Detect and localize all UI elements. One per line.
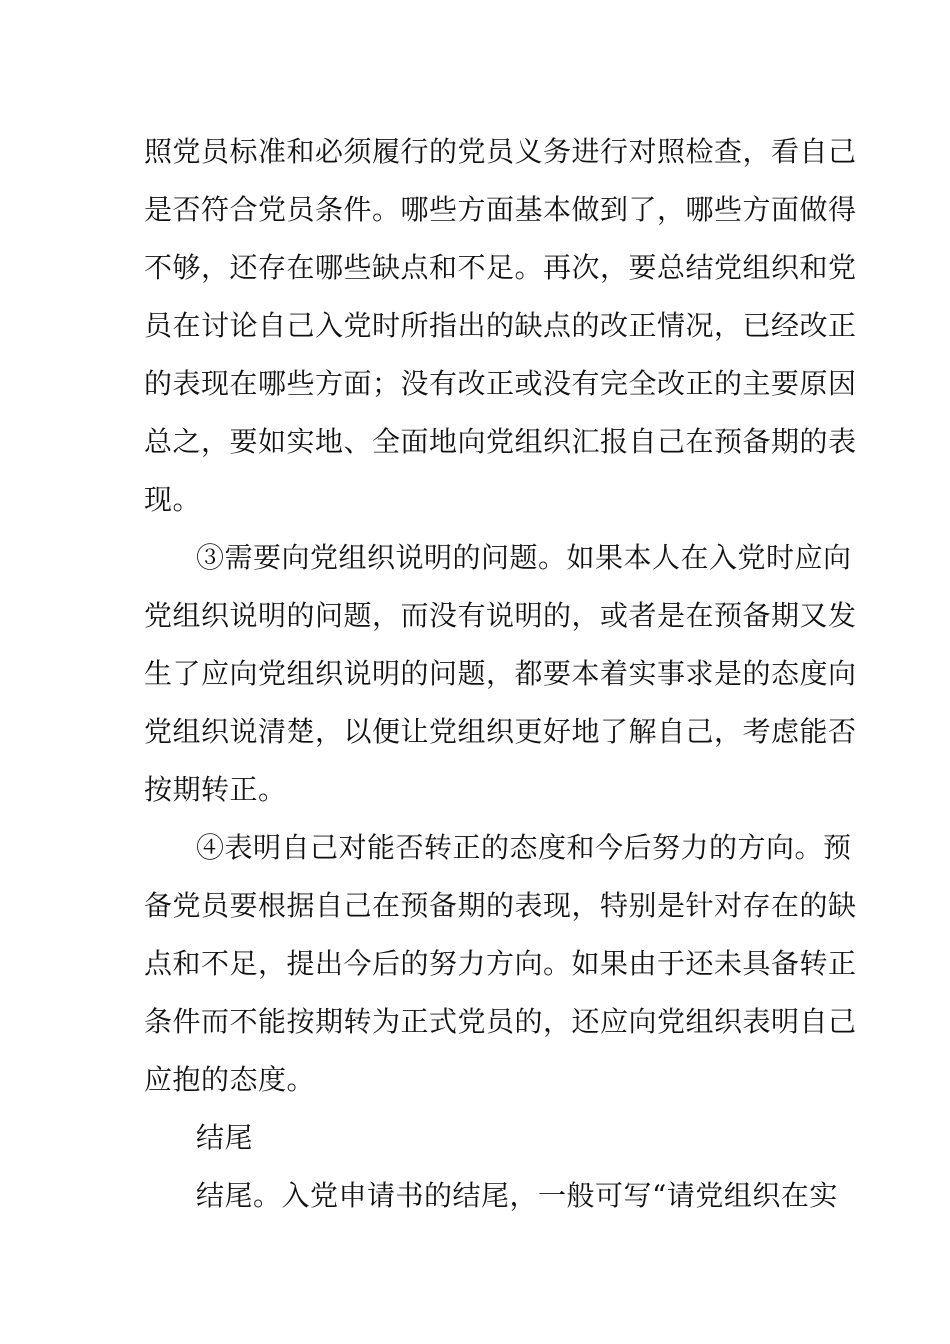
text-line: 按期转正。 [144, 773, 287, 806]
text-line: 党组织说明的问题，而没有说明的，或者是在预备期又发 [144, 599, 857, 632]
text-line: 的表现在哪些方面；没有改正或没有完全改正的主要原因 [144, 367, 857, 400]
text-line: 员在讨论自己入党时所指出的缺点的改正情况，已经改正 [144, 309, 857, 342]
text-line: 总之，要如实地、全面地向党组织汇报自己在预备期的表 [144, 425, 857, 458]
text-line: 现。 [144, 483, 202, 516]
text-line: 应抱的态度。 [144, 1063, 316, 1096]
text-line: 党组织说清楚，以便让党组织更好地了解自己，考虑能否 [144, 715, 857, 748]
text-line: 点和不足，提出今后的努力方向。如果由于还未具备转正 [144, 947, 857, 980]
text-line: 条件而不能按期转为正式党员的，还应向党组织表明自己 [144, 1005, 857, 1038]
text-line: 备党员要根据自己在预备期的表现，特别是针对存在的缺 [144, 889, 857, 922]
paragraph-start-line: ③需要向党组织说明的问题。如果本人在入党时应向 [196, 541, 852, 574]
text-line: 照党员标准和必须履行的党员义务进行对照检查，看自己 [144, 135, 857, 168]
text-line: 是否符合党员条件。哪些方面基本做到了，哪些方面做得 [144, 193, 857, 226]
paragraph-start-line: 结尾。入党申请书的结尾，一般可写“请党组织在实 [196, 1179, 838, 1212]
document-body [144, 123, 857, 1225]
section-heading: 结尾 [196, 1121, 254, 1154]
paragraph-start-line: ④表明自己对能否转正的态度和今后努力的方向。预 [196, 831, 852, 864]
text-line: 不够，还存在哪些缺点和不足。再次，要总结党组织和党 [144, 251, 857, 284]
text-line: 生了应向党组织说明的问题，都要本着实事求是的态度向 [144, 657, 857, 690]
